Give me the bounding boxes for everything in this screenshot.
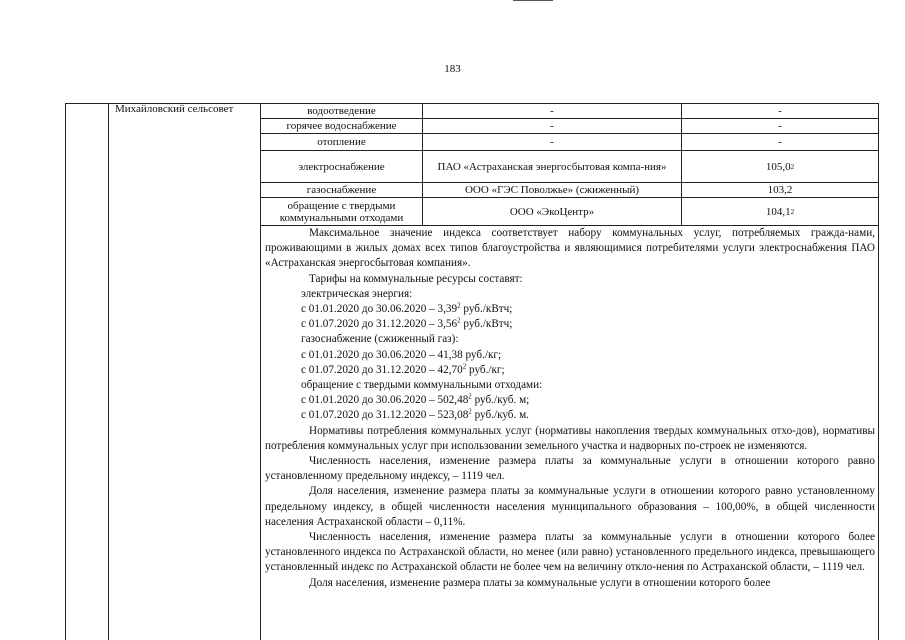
- waste-tariff-2: с 01.07.2020 до 31.12.2020 – 523,08$^2$ руб./куб. м.: [301, 407, 529, 422]
- provider-water-disposal: -: [550, 105, 554, 117]
- electricity-tariff-2: с 01.07.2020 до 31.12.2020 – 3,56$^2$ руб./кВтч;: [301, 316, 513, 331]
- gas-tariff-1: с 01.01.2020 до 30.06.2020 – 41,38 руб./кг;: [301, 348, 502, 361]
- waste-heading: обращение с твердыми коммунальными отходами:: [301, 379, 543, 392]
- document-body: [265, 226, 875, 591]
- paragraph-share-above: Доля населения, изменение размера платы за коммунальные услуги в отношении которого более: [309, 576, 771, 589]
- gas-tariff-2: с 01.07.2020 до 31.12.2020 – 42,70$^2$ руб./кг;: [301, 362, 505, 376]
- district-name: Михайловский сельсовет: [115, 103, 234, 115]
- electricity-tariff-1: с 01.01.2020 до 30.06.2020 – 3,39$^2$ руб./кВтч;: [301, 301, 513, 316]
- electricity-heading: электрическая энергия:: [301, 287, 413, 300]
- gas-heading: газоснабжение (сжиженный газ):: [301, 333, 459, 346]
- index-gas: 103,2: [767, 184, 793, 196]
- provider-waste: ООО «ЭкоЦентр»: [509, 205, 595, 218]
- index-hot-water: -: [778, 120, 782, 132]
- provider-heating: -: [550, 136, 554, 148]
- paragraph-norms: Нормативы потребления коммунальных услуг (нормативы накопления твердых коммунальных отхо-дов), нормативы потребления коммунальных услуг при использовании земельного участка и надворных по-строек не изменяются.: [265, 424, 875, 452]
- service-gas: газоснабжение: [306, 184, 377, 196]
- service-heating: отопление: [317, 136, 366, 148]
- page-number: 183: [444, 63, 461, 75]
- waste-tariff-1: с 01.01.2020 до 30.06.2020 – 502,48$^2$ руб./куб. м;: [301, 392, 530, 407]
- paragraph-share-equal: Доля населения, изменение размера платы за коммунальные услуги в отношении которого равно установленному предельному индексу, в общей численности населения муниципального образования – 100,00%, в общей численности населения Астраханской области – 0,11%.: [265, 485, 875, 528]
- service-water-disposal: водоотведение: [307, 105, 376, 117]
- service-waste: обращение с твердыми коммунальными отходами: [279, 199, 404, 224]
- provider-gas: ООО «ГЭС Поволжье» (сжиженный): [464, 184, 640, 196]
- index-electricity: 105,0 2: [765, 160, 795, 173]
- paragraph-population-equal: Численность населения, изменение размера платы за коммунальные услуги в отношении которого равно установленному предельному индексу, – 1119 чел.: [265, 455, 875, 483]
- service-electricity: электроснабжение: [298, 160, 385, 173]
- index-heating: -: [778, 136, 782, 148]
- provider-hot-water: -: [550, 120, 554, 132]
- service-hot-water: горячее водоснабжение: [286, 120, 397, 132]
- tariffs-heading: Тарифы на коммунальные ресурсы составят:: [309, 272, 523, 285]
- index-waste: 104,1 2: [765, 205, 795, 218]
- paragraph-population-above: Численность населения, изменение размера платы за коммунальные услуги в отношении которого более установленного индекса по Астраханской области, но менее (или равно) установленного предельного индекса, превышающего установленный индекс по Астраханской области не более чем на величину откло-нения по Астраханской области, – 1119 чел.: [265, 531, 875, 574]
- provider-electricity: ПАО «Астраханская энергосбытовая компа-ния»: [437, 160, 667, 173]
- index-water-disposal: -: [778, 105, 782, 117]
- paragraph-max-index: Максимальное значение индекса соответствует набору коммунальных услуг, потребляемых гражда-нами, проживающими в жилых домах всех типов благоустройства и являющимися потребителями услуги электроснабжения ПАО «Астраханская энергосбытовая компания».: [265, 227, 875, 270]
- top-rule: [513, 0, 553, 2]
